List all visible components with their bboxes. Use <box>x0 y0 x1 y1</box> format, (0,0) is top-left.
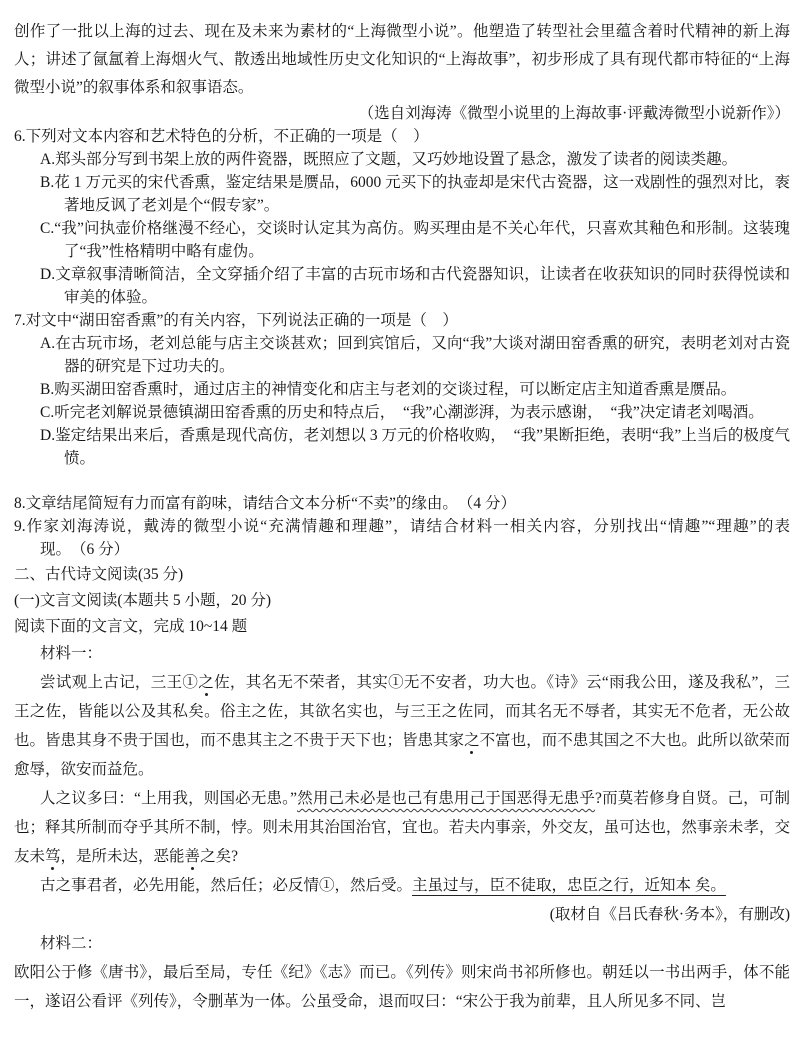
question-6-option-b: B.花 1 万元买的宋代香熏，鉴定结果是赝品，6000 元买下的执壶却是宋代古瓷器，这一戏剧性的强烈对比，袠著地反讽了老刘是个“假专家”。 <box>40 174 790 214</box>
source-attribution-classical-text: (取材自《吕氏春秋·务本》，有删改) <box>549 906 790 923</box>
section-2-heading: 二、古代诗文阅读(35 分) <box>14 566 184 583</box>
emphasis-dot-char: 之 <box>464 732 480 749</box>
text-segment: ，是所未达，恶能 <box>60 848 185 865</box>
section-2-1-subheading: (一)文言文阅读(本题共 5 小题，20 分) <box>14 592 272 609</box>
question-7-option-a: A.在古玩市场，老刘总能与店主交谈甚欢；回到宾馆后，又向“我”大谈对湖田窑香熏的研究，表明老刘对古瓷器的研究是下过功夫的。 <box>40 335 790 375</box>
text-segment: 不富也，而不患其国之不大也。此所以欲荣而愈辱，欲安而益危。 <box>14 732 790 778</box>
material-2-label: 材料二： <box>40 935 103 952</box>
question-6-option-a: A.郑头部分写到书架上放的两件瓷器，既照应了文题，又巧妙地设置了悬念，激发了读者的阅读类趣。 <box>40 151 738 168</box>
question-6-stem: 6.下列对文本内容和艺术特色的分析，不正确的一项是（ ） <box>14 128 429 145</box>
material-1-label: 材料一： <box>40 645 103 662</box>
question-7-option-c: C.听完老刘解说景德镇湖田窑香熏的历史和特点后， “我”心潮澎湃，为表示感谢， “我”决定请老刘喝酒。 <box>40 404 764 421</box>
underlined-passage: 主虽过与，臣不徒取，忠臣之行，近知本 矣。 <box>412 877 726 894</box>
question-7-option-b: B.购买湖田窑香熏时，通过店主的神情变化和店主与老刘的交谈过程，可以断定店主知道香熏是赝品。 <box>40 381 737 398</box>
intro-paragraph: 创作了一批以上海的过去、现在及未来为素材的“上海微型小说”。他塑造了转型社会里蕴含着时代精神的新上海人；讲述了氤氲着上海烟火气、散透出地域性历史文化知识的“上海故事”，初步形成了具有现代都市特征的“上海微型小说”的叙事体系和叙事语态。 <box>14 23 790 96</box>
question-6-option-c: C.“我”问执壶价格继漫不经心，交谈时认定其为高仿。购买理由是不关心年代，只喜欢其釉色和形制。这装瑰了“我”性格精明中略有虚伪。 <box>40 220 790 260</box>
classical-paragraph-2 <box>14 784 790 871</box>
emphasis-dot-char: 笃 <box>45 848 61 865</box>
question-7-option-d: D.鉴定结果出来后，香熏是现代高仿，老刘想以 3 万元的价格收购， “我”果断拒绝，表明“我”上当后的极度气愤。 <box>40 427 790 467</box>
question-9-line1: 9.作家刘海涛说，戴涛的微型小说“充满情趣和理趣”，请结合材料一相关内容，分别找出“情趣”“理趣”的表 <box>14 518 790 535</box>
classical-paragraph-4 <box>14 958 790 1016</box>
question-8: 8.文章结尾简短有力而富有韵味，请结合文本分析“不卖”的缘由。 （4 分） <box>14 495 517 512</box>
text-segment: 人之议多曰：“上用我，则国必无患。” <box>40 790 297 807</box>
text-segment: 尝试观上古记，三王① <box>40 674 199 691</box>
text-segment: ?而莫若修身自贤。己，可制也；释其所制而夺乎其所不制，悖。则未用其治国治官，宜也。若夫内事亲，外交友，虽可达也，然事亲未孝，交友未 <box>14 790 790 865</box>
text-segment: 之矣? <box>200 848 238 865</box>
classical-paragraph-3 <box>14 871 790 900</box>
emphasis-dot-char: 之 <box>198 674 215 691</box>
text-segment: 古之事君者，必先用能，然后任；必反情①，然后受。 <box>40 877 413 894</box>
underlined-passage: 然用己未必是也己有患用己于国恶得无患乎 <box>297 790 596 807</box>
question-6-option-d: D.文章叙事清晰简洁，全文穿插介绍了丰富的古玩市场和古代瓷器知识，让读者在收获知识的同时获得悦读和审美的体验。 <box>40 266 790 306</box>
question-9-line2: 现。 （6 分） <box>40 541 130 558</box>
text-segment: 欧阳公于修《唐书》，最后至局，专任《纪》《志》而已。《列传》则宋尚书祁所修也。朝廷以一书出两手，体不能一，遂诏公看评《列传》，令删革为一体。公虽受命，退而叹曰：“宋公于我为前辈，且人所见多不同、岂 <box>14 964 790 1010</box>
emphasis-dot-char: 善 <box>184 848 201 865</box>
classical-paragraph-1 <box>14 668 790 784</box>
text-segment: 佐，其名无不荣者，其实①无不安者，功大也。《诗》云“雨我公田，遂及我私”，三王之佐，皆能以公及其私矣。俗主之佐，其欲名实也，与三王之佐同，而其名无不辱者，其实无不危者，无公故也。皆患其身不贵于国也，而不患其主之不贵于天下也；皆患其家 <box>14 674 790 749</box>
reading-instruction: 阅读下面的文言文，完成 10~14 题 <box>14 618 248 635</box>
question-7-stem: 7.对文中“湖田窑香熏”的有关内容，下列说法正确的一项是（ ） <box>14 312 458 329</box>
source-attribution-modern-text: （选自刘海涛《微型小说里的上海故事·评戴涛微型小说新作》） <box>358 105 790 122</box>
